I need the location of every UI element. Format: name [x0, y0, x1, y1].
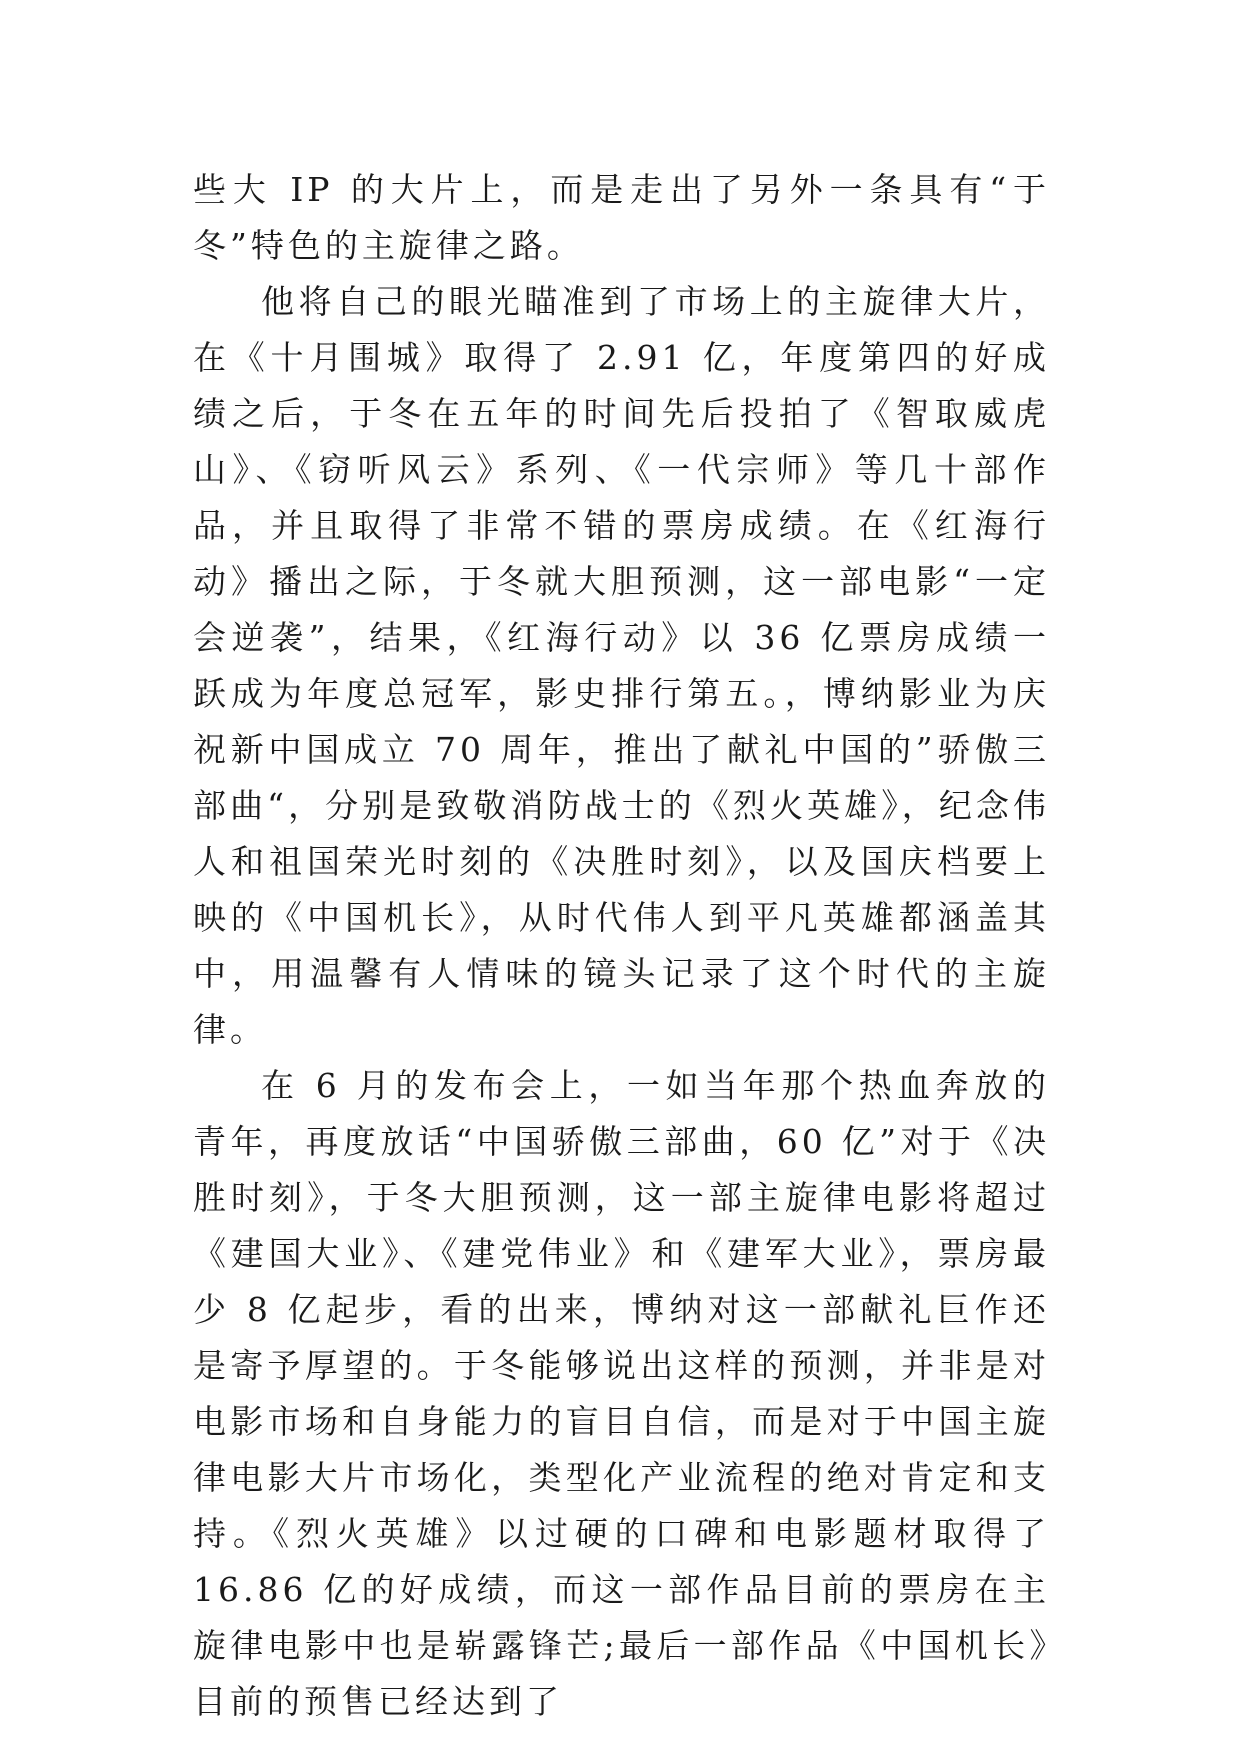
paragraph-2: 他将自己的眼光瞄准到了市场上的主旋律大片，在《十月围城》取得了 2.91 亿，年度第四的好成绩之后，于冬在五年的时间先后投拍了《智取威虎山》、《窃听风云》系列、《一代宗师》等几十部作品，并且取得了非常不错的票房成绩。在《红海行动》播出之际，于冬就大胆预测，这一部电影“一定会逆袭”，结果，《红海行动》以 36 亿票房成绩一跃成为年度总冠军，影史排行第五。，博纳影业为庆祝新中国成立 70 周年，推出了献礼中国的”骄傲三部曲“，分别是致敬消防战士的《烈火英雄》，纪念伟人和祖国荣光时刻的《决胜时刻》，以及国庆档要上映的《中国机长》，从时代伟人到平凡英雄都涵盖其中，用温馨有人情味的镜头记录了这个时代的主旋律。: [193, 282, 1050, 1049]
paragraph-1: 些大 IP 的大片上，而是走出了另外一条具有“于冬”特色的主旋律之路。: [193, 170, 1050, 265]
paragraph-3: 在 6 月的发布会上，一如当年那个热血奔放的青年，再度放话“中国骄傲三部曲，60 亿”对于《决胜时刻》，于冬大胆预测，这一部主旋律电影将超过《建国大业》、《建党伟业》和《建军大业》，票房最少 8 亿起步，看的出来，博纳对这一部献礼巨作还是寄予厚望的。于冬能够说出这样的预测，并非是对电影市场和自身能力的盲目自信，而是对于中国主旋律电影大片市场化，类型化产业流程的绝对肯定和支持。《烈火英雄》以过硬的口碑和电影题材取得了 16.86 亿的好成绩，而这一部作品目前的票房在主旋律电影中也是崭露锋芒;最后一部作品《中国机长》目前的预售已经达到了: [193, 1066, 1050, 1721]
body-text: [193, 162, 1050, 1730]
